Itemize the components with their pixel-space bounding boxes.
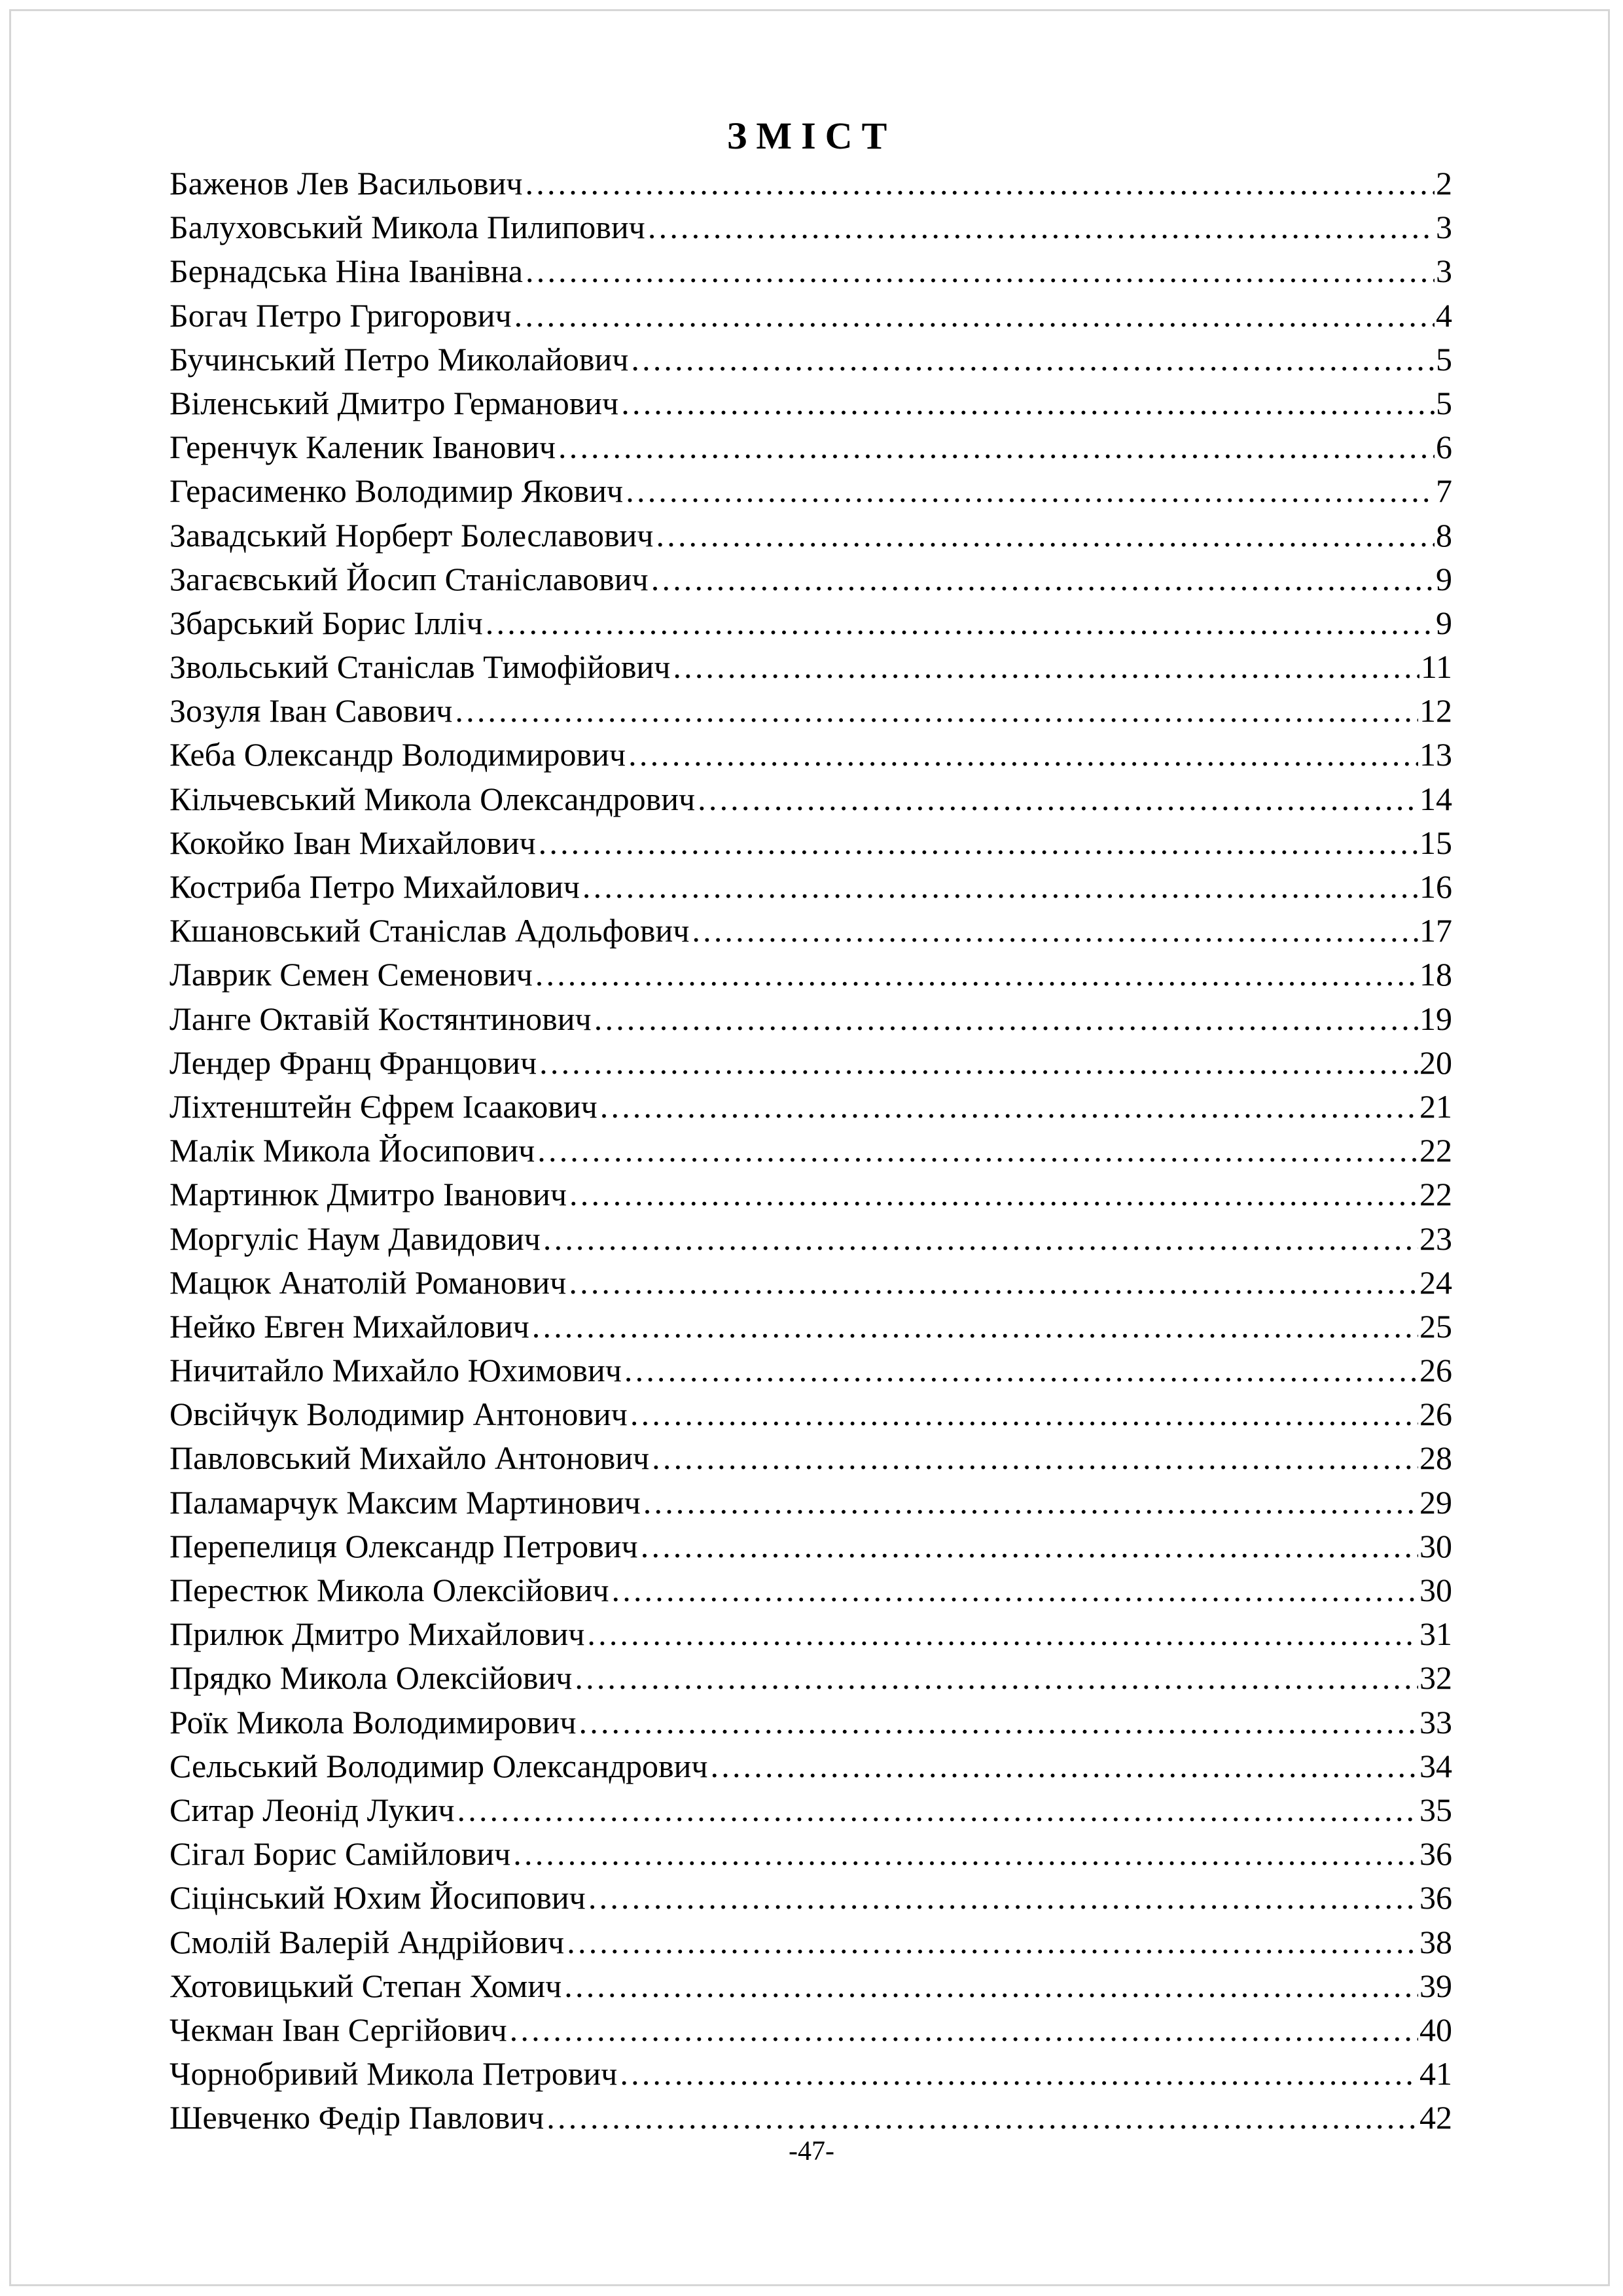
- toc-entry: [169, 162, 1452, 205]
- toc-entry: [169, 1568, 1452, 1612]
- toc-entry-page: 19: [1419, 1000, 1452, 1037]
- toc-entry: [169, 1305, 1452, 1349]
- toc-entry-name: Мацюк Анатолій Романович: [169, 1263, 567, 1301]
- toc-dot-leader: [651, 1436, 1418, 1480]
- toc-entry: [169, 1349, 1452, 1392]
- toc-entry-page: 26: [1419, 1352, 1452, 1389]
- toc-entry: [169, 1525, 1452, 1568]
- toc-entry: [169, 2052, 1452, 2096]
- toc-dot-leader: [654, 514, 1435, 557]
- toc-entry-page: 34: [1419, 1747, 1452, 1784]
- toc-entry-page: 29: [1419, 1483, 1452, 1521]
- toc-entry-name: Герасименко Володимир Якович: [169, 472, 624, 510]
- toc-dot-leader: [650, 557, 1435, 601]
- toc-entry-name: Прядко Микола Олексійович: [169, 1659, 573, 1697]
- toc-entry: [169, 1173, 1452, 1216]
- toc-entry-name: Павловський Михайло Антонович: [169, 1439, 650, 1477]
- toc-dot-leader: [537, 821, 1418, 865]
- toc-entry-name: Сіцінський Юхим Йосипович: [169, 1879, 586, 1916]
- toc-entry-name: Загаєвський Йосип Станіславович: [169, 560, 649, 597]
- toc-entry-page: 30: [1419, 1527, 1452, 1564]
- toc-dot-leader: [690, 909, 1418, 953]
- toc-entry-page: 38: [1419, 1923, 1452, 1960]
- toc-entry-name: Кшановський Станіслав Адольфович: [169, 912, 690, 949]
- page-title: ЗМІСТ: [726, 115, 897, 157]
- toc-entry-page: 35: [1419, 1791, 1452, 1828]
- toc-entry-page: 40: [1419, 2011, 1452, 2048]
- toc-entry-page: 7: [1436, 472, 1452, 510]
- toc-entry-page: 30: [1419, 1572, 1452, 1608]
- toc-entry-page: 13: [1419, 736, 1452, 773]
- toc-entry: [169, 1656, 1452, 1700]
- toc-entry: [169, 469, 1452, 513]
- toc-entry-name: Бучинський Петро Миколайович: [169, 340, 629, 378]
- toc-entry-name: Чекман Іван Сергійович: [169, 2011, 507, 2048]
- toc-dot-leader: [536, 1129, 1418, 1173]
- toc-entry: [169, 821, 1452, 865]
- toc-entry-name: Чорнобривий Микола Петрович: [169, 2055, 618, 2093]
- toc-dot-leader: [573, 1656, 1418, 1700]
- toc-entry-name: Шевченко Федір Павлович: [169, 2099, 544, 2136]
- toc-entry-name: Ліхтенштейн Єфрем Ісаакович: [169, 1087, 597, 1125]
- toc-entry-page: 15: [1419, 824, 1452, 861]
- toc-entry-page: 17: [1419, 912, 1452, 949]
- toc-entry-page: 3: [1436, 209, 1452, 246]
- toc-entry-page: 2: [1436, 165, 1452, 202]
- toc-entry-page: 22: [1419, 1176, 1452, 1213]
- toc-entry-name: Ланге Октавій Костянтинович: [169, 1000, 592, 1037]
- toc-entry-page: 32: [1419, 1659, 1452, 1697]
- toc-entry-page: 22: [1419, 1132, 1452, 1169]
- toc-entry-page: 36: [1419, 1835, 1452, 1873]
- table-of-contents: [169, 162, 1452, 2140]
- toc-entry-name: Овсійчук Володимир Антонович: [169, 1396, 628, 1433]
- toc-dot-leader: [587, 1876, 1418, 1920]
- toc-entry-page: 4: [1436, 296, 1452, 334]
- toc-entry: [169, 733, 1452, 777]
- toc-entry: [169, 645, 1452, 689]
- toc-entry: [169, 1217, 1452, 1261]
- toc-entry: [169, 1788, 1452, 1832]
- toc-dot-leader: [538, 1041, 1418, 1085]
- toc-entry: [169, 1876, 1452, 1920]
- toc-entry-name: Кеба Олександр Володимирович: [169, 736, 626, 773]
- toc-dot-leader: [671, 645, 1419, 689]
- toc-entry: [169, 1041, 1452, 1085]
- toc-entry-page: 36: [1419, 1879, 1452, 1916]
- toc-entry-page: 41: [1419, 2055, 1452, 2093]
- toc-entry: [169, 689, 1452, 733]
- toc-entry: [169, 1129, 1452, 1173]
- toc-entry-name: Завадський Норберт Болеславович: [169, 516, 654, 554]
- toc-entry-page: 14: [1419, 780, 1452, 817]
- toc-entry-page: 8: [1436, 516, 1452, 554]
- toc-entry-name: Лаврик Семен Семенович: [169, 956, 533, 993]
- toc-entry-name: Перестюк Микола Олексійович: [169, 1572, 609, 1608]
- toc-dot-leader: [593, 997, 1418, 1041]
- toc-dot-leader: [581, 865, 1418, 909]
- toc-entry-page: 20: [1419, 1044, 1452, 1081]
- toc-dot-leader: [542, 1217, 1418, 1261]
- toc-dot-leader: [484, 601, 1435, 645]
- toc-dot-leader: [567, 1261, 1418, 1305]
- toc-entry-name: Балуховський Микола Пилипович: [169, 209, 645, 246]
- toc-dot-leader: [586, 1612, 1418, 1656]
- toc-dot-leader: [565, 1920, 1418, 1964]
- toc-dot-leader: [599, 1085, 1418, 1129]
- toc-entry-name: Смолій Валерій Андрійович: [169, 1923, 565, 1960]
- toc-entry-name: Прилюк Дмитро Михайлович: [169, 1616, 585, 1653]
- toc-entry-page: 9: [1436, 604, 1452, 641]
- toc-entry-name: Бернадська Ніна Іванівна: [169, 253, 523, 290]
- toc-entry-page: 31: [1419, 1616, 1452, 1653]
- toc-entry-name: Мартинюк Дмитро Іванович: [169, 1176, 567, 1213]
- toc-entry: [169, 1701, 1452, 1744]
- toc-entry-name: Лендер Франц Францович: [169, 1044, 537, 1081]
- toc-entry-page: 24: [1419, 1263, 1452, 1301]
- toc-dot-leader: [524, 249, 1435, 293]
- toc-entry-name: Роїк Микола Володимирович: [169, 1703, 577, 1740]
- toc-entry-page: 6: [1436, 429, 1452, 466]
- toc-entry: [169, 1085, 1452, 1129]
- toc-entry-page: 23: [1419, 1220, 1452, 1257]
- toc-entry: [169, 1392, 1452, 1436]
- toc-dot-leader: [618, 2052, 1418, 2096]
- toc-dot-leader: [455, 1788, 1418, 1832]
- toc-entry: [169, 1964, 1452, 2008]
- toc-dot-leader: [524, 162, 1435, 205]
- toc-entry-name: Збарський Борис Ілліч: [169, 604, 483, 641]
- toc-entry: [169, 249, 1452, 293]
- toc-entry-name: Ситар Леонід Лукич: [169, 1791, 455, 1828]
- toc-entry-name: Перепелиця Олександр Петрович: [169, 1527, 638, 1564]
- toc-dot-leader: [629, 1392, 1418, 1436]
- toc-entry-page: 11: [1420, 648, 1452, 686]
- toc-entry-name: Костриба Петро Михайлович: [169, 868, 580, 905]
- toc-dot-leader: [454, 689, 1418, 733]
- toc-dot-leader: [709, 1744, 1418, 1788]
- toc-entry-name: Ничитайло Михайло Юхимович: [169, 1352, 622, 1389]
- toc-dot-leader: [513, 294, 1435, 338]
- toc-dot-leader: [624, 469, 1435, 513]
- toc-entry-name: Кільчевський Микола Олександрович: [169, 780, 696, 817]
- toc-entry-name: Кокойко Іван Михайлович: [169, 824, 536, 861]
- toc-dot-leader: [627, 733, 1418, 777]
- toc-entry-name: Сігал Борис Самійлович: [169, 1835, 511, 1873]
- toc-dot-leader: [512, 1832, 1418, 1876]
- toc-entry: [169, 381, 1452, 425]
- toc-dot-leader: [568, 1173, 1418, 1216]
- toc-dot-leader: [639, 1525, 1418, 1568]
- toc-entry: [169, 1920, 1452, 1964]
- toc-entry-page: 42: [1419, 2099, 1452, 2136]
- toc-entry-name: Звольський Станіслав Тимофійович: [169, 648, 671, 686]
- toc-entry: [169, 601, 1452, 645]
- toc-entry-page: 26: [1419, 1396, 1452, 1433]
- toc-entry-name: Зозуля Іван Савович: [169, 692, 453, 730]
- toc-dot-leader: [578, 1701, 1418, 1744]
- toc-entry: [169, 865, 1452, 909]
- toc-dot-leader: [557, 425, 1435, 469]
- toc-entry-name: Нейко Евген Михайлович: [169, 1307, 529, 1345]
- toc-entry-page: 28: [1419, 1439, 1452, 1477]
- toc-entry-name: Моргуліс Наум Давидович: [169, 1220, 541, 1257]
- toc-entry: [169, 1481, 1452, 1525]
- page-number: -47-: [789, 2136, 834, 2166]
- toc-entry: [169, 1744, 1452, 1788]
- toc-entry: [169, 294, 1452, 338]
- toc-dot-leader: [642, 1481, 1418, 1525]
- toc-entry-name: Сельський Володимир Олександрович: [169, 1747, 708, 1784]
- toc-entry-page: 21: [1419, 1087, 1452, 1125]
- toc-entry-name: Баженов Лев Васильович: [169, 165, 523, 202]
- toc-entry-page: 16: [1419, 868, 1452, 905]
- toc-entry-name: Паламарчук Максим Мартинович: [169, 1483, 641, 1521]
- toc-entry: [169, 953, 1452, 997]
- toc-entry-page: 12: [1419, 692, 1452, 730]
- toc-dot-leader: [647, 205, 1435, 249]
- toc-entry-page: 9: [1436, 560, 1452, 597]
- toc-dot-leader: [611, 1568, 1418, 1612]
- toc-entry-name: Богач Петро Григорович: [169, 296, 512, 334]
- toc-entry: [169, 205, 1452, 249]
- toc-dot-leader: [696, 777, 1418, 821]
- toc-dot-leader: [508, 2008, 1418, 2052]
- toc-entry: [169, 909, 1452, 953]
- toc-dot-leader: [531, 1305, 1418, 1349]
- toc-entry-page: 5: [1436, 384, 1452, 421]
- toc-entry: [169, 338, 1452, 381]
- toc-entry-page: 33: [1419, 1703, 1452, 1740]
- toc-entry: [169, 1261, 1452, 1305]
- toc-entry-page: 3: [1436, 253, 1452, 290]
- toc-dot-leader: [620, 381, 1435, 425]
- toc-dot-leader: [563, 1964, 1418, 2008]
- toc-entry: [169, 1612, 1452, 1656]
- toc-entry: [169, 557, 1452, 601]
- toc-entry-name: Геренчук Каленик Іванович: [169, 429, 556, 466]
- toc-entry-page: 39: [1419, 1967, 1452, 2004]
- toc-entry: [169, 1832, 1452, 1876]
- toc-entry-name: Малік Микола Йосипович: [169, 1132, 535, 1169]
- toc-dot-leader: [623, 1349, 1418, 1392]
- toc-entry: [169, 1436, 1452, 1480]
- toc-entry-page: 25: [1419, 1307, 1452, 1345]
- toc-entry-name: Хотовицький Степан Хомич: [169, 1967, 562, 2004]
- toc-entry: [169, 2008, 1452, 2052]
- toc-dot-leader: [630, 338, 1435, 381]
- toc-entry-page: 18: [1419, 956, 1452, 993]
- toc-entry-page: 5: [1436, 340, 1452, 378]
- toc-entry-name: Віленський Дмитро Германович: [169, 384, 619, 421]
- toc-entry: [169, 997, 1452, 1041]
- toc-dot-leader: [534, 953, 1418, 997]
- toc-entry: [169, 514, 1452, 557]
- toc-entry: [169, 777, 1452, 821]
- toc-entry: [169, 425, 1452, 469]
